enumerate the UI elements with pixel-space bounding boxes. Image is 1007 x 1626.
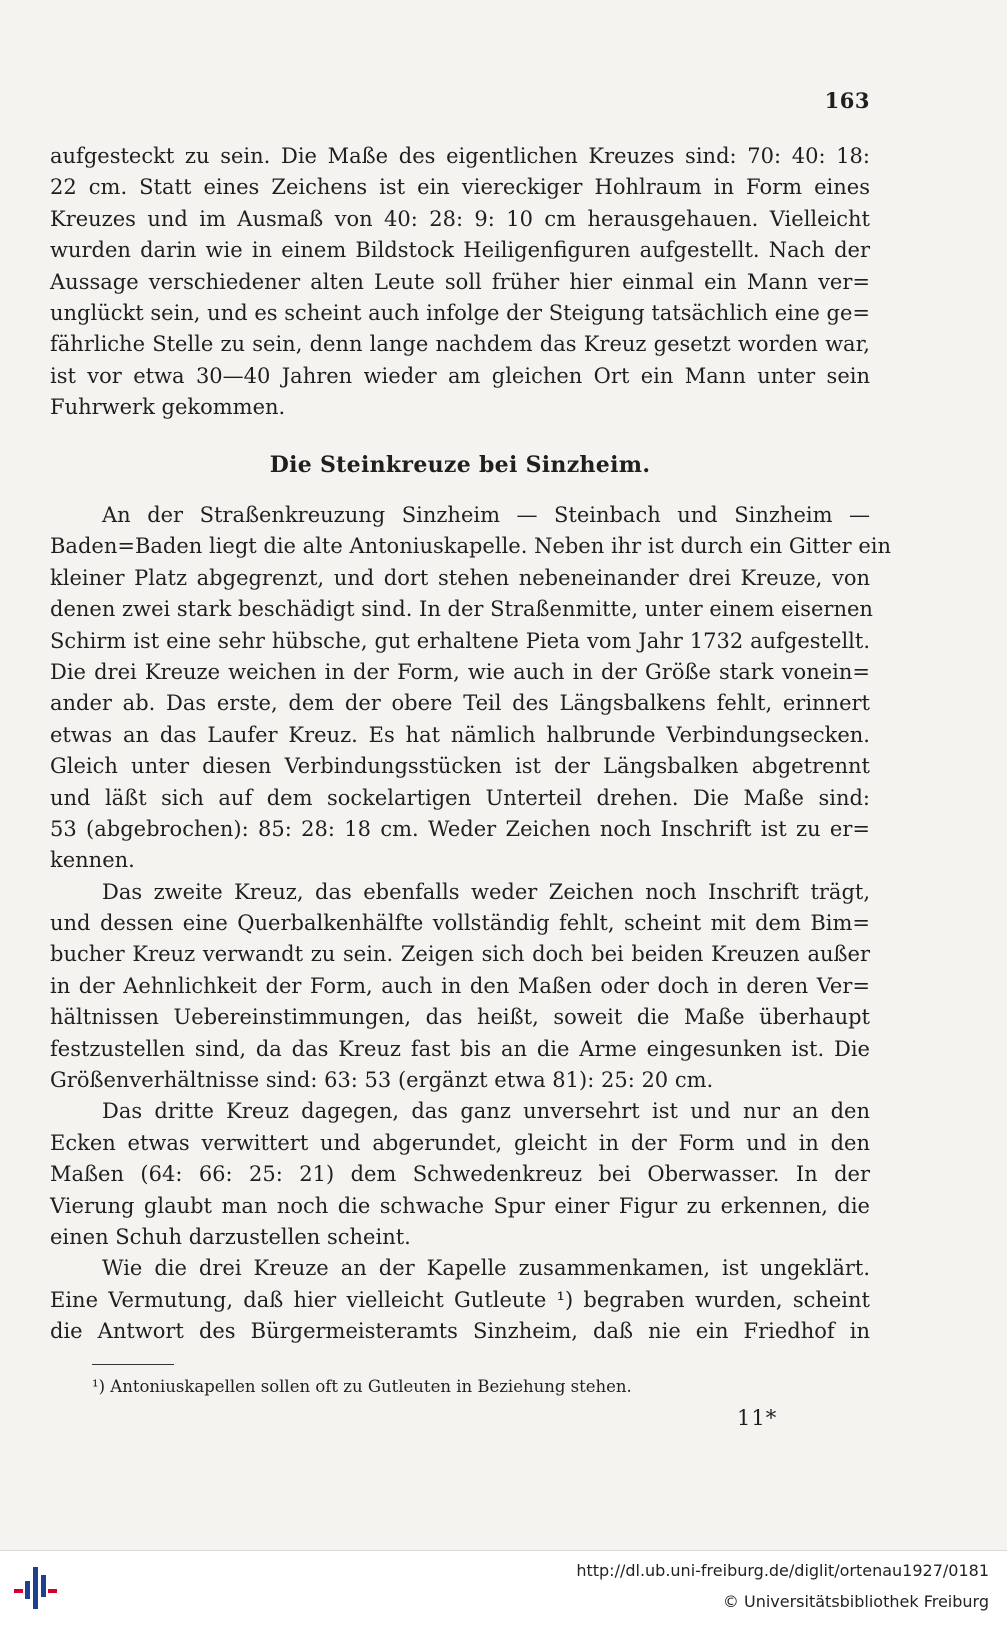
viewer-footer xyxy=(0,1550,1007,1626)
text-line: Vierung glaubt man noch die schwache Spur einer Figur zu erkennen, die xyxy=(50,1193,870,1218)
text-line: denen zwei stark beschädigt sind. In der Straßenmitte, unter einem eisernen xyxy=(50,597,873,622)
text-line: Baden=Baden liegt die alte Antoniuskapelle. Neben ihr ist durch ein Gitter ein xyxy=(50,534,891,559)
text-line: kleiner Platz abgegrenzt, und dort stehen nebeneinander drei Kreuze, von xyxy=(50,565,870,590)
ub-freiburg-logo-icon[interactable] xyxy=(12,1563,62,1613)
text-line: Kreuzes und im Ausmaß von 40: 28: 9: 10 cm herausgehauen. Vielleicht xyxy=(50,206,870,231)
text-line: und dessen eine Querbalkenhälfte vollständig fehlt, scheint mit dem Bim= xyxy=(50,911,870,936)
paragraph-1 xyxy=(50,141,870,424)
text-line: etwas an das Laufer Kreuz. Es hat nämlich halbrunde Verbindungsecken. xyxy=(50,722,870,747)
text-line: kennen. xyxy=(50,848,135,873)
permalink-link[interactable]: http://dl.ub.uni-freiburg.de/diglit/ortenau1927/0181 xyxy=(576,1561,989,1580)
text-line: unglückt sein, und es scheint auch infolge der Steigung tatsächlich eine ge= xyxy=(50,300,870,325)
text-line: in der Aehnlichkeit der Form, auch in den Maßen oder doch in deren Ver= xyxy=(50,973,870,998)
text-line: Ecken etwas verwittert und abgerundet, gleicht in der Form und in den xyxy=(50,1130,870,1155)
text-line: Gleich unter diesen Verbindungsstücken ist der Längsbalken abgetrennt xyxy=(50,754,870,779)
text-line: bucher Kreuz verwandt zu sein. Zeigen sich doch bei beiden Kreuzen außer xyxy=(50,942,870,967)
text-line: und läßt sich auf dem sockelartigen Unterteil drehen. Die Maße sind: xyxy=(50,785,870,810)
text-line: Größenverhältnisse sind: 63: 53 (ergänzt etwa 81): 25: 20 cm. xyxy=(50,1068,714,1093)
text-line: Maßen (64: 66: 25: 21) dem Schwedenkreuz bei Oberwasser. In der xyxy=(50,1162,870,1187)
text-line: Das zweite Kreuz, das ebenfalls weder Zeichen noch Inschrift trägt, xyxy=(102,879,870,904)
text-line: Das dritte Kreuz dagegen, das ganz unversehrt ist und nur an den xyxy=(102,1099,870,1124)
text-line: Schirm ist eine sehr hübsche, gut erhaltene Pieta vom Jahr 1732 aufgestellt. xyxy=(50,628,870,653)
text-line: die Antwort des Bürgermeisteramts Sinzheim, daß nie ein Friedhof in xyxy=(50,1319,870,1344)
text-line: festzustellen sind, da das Kreuz fast bis an die Arme eingesunken ist. Die xyxy=(50,1036,870,1061)
text-line: einen Schuh darzustellen scheint. xyxy=(50,1224,411,1249)
text-line: aufgesteckt zu sein. Die Maße des eigentlichen Kreuzes sind: 70: 40: 18: xyxy=(50,144,870,168)
text-line: Aussage verschiedener alten Leute soll früher hier einmal ein Mann ver= xyxy=(50,269,870,294)
text-line: Eine Vermutung, daß hier vielleicht Gutleute ¹) begraben wurden, scheint xyxy=(50,1287,870,1312)
text-line: fährliche Stelle zu sein, denn lange nachdem das Kreuz gesetzt worden war, xyxy=(50,332,870,357)
text-line: 53 (abgebrochen): 85: 28: 18 cm. Weder Zeichen noch Inschrift ist zu er= xyxy=(50,816,870,841)
footnote: ¹) Antoniuskapellen sollen oft zu Gutleuten in Beziehung stehen. xyxy=(92,1377,632,1396)
text-line: hältnissen Uebereinstimmungen, das heißt, soweit die Maße überhaupt xyxy=(50,1005,870,1030)
text-line: Fuhrwerk gekommen. xyxy=(50,395,286,420)
section-heading: Die Steinkreuze bei Sinzheim. xyxy=(269,452,651,478)
sheet-signature: 11* xyxy=(737,1406,778,1430)
paragraph-2 xyxy=(50,500,891,1348)
text-line: wurden darin wie in einem Bildstock Heiligenfiguren aufgestellt. Nach der xyxy=(50,238,870,263)
copyright-text: © Universitätsbibliothek Freiburg xyxy=(722,1592,989,1611)
text-line: ander ab. Das erste, dem der obere Teil des Längsbalkens fehlt, erinnert xyxy=(50,691,870,716)
footnote-divider xyxy=(92,1364,174,1365)
text-line: ist vor etwa 30—40 Jahren wieder am gleichen Ort ein Mann unter sein xyxy=(50,363,870,388)
page-number: 163 xyxy=(824,88,870,113)
text-line: Wie die drei Kreuze an der Kapelle zusammenkamen, ist ungeklärt. xyxy=(102,1256,870,1281)
text-line: An der Straßenkreuzung Sinzheim — Steinbach und Sinzheim — xyxy=(102,503,870,527)
text-line: Die drei Kreuze weichen in der Form, wie auch in der Größe stark vonein= xyxy=(50,659,870,684)
text-line: 22 cm. Statt eines Zeichens ist ein viereckiger Hohlraum in Form eines xyxy=(50,175,870,200)
